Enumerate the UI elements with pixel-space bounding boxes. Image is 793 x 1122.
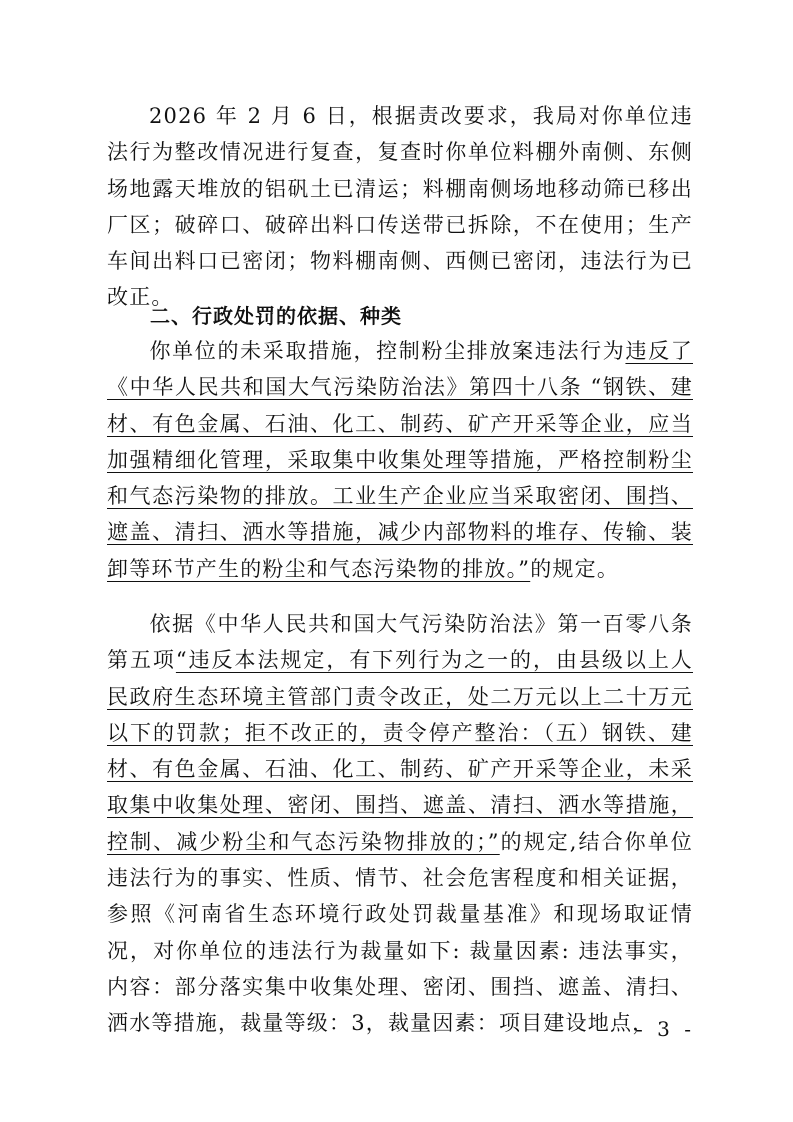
paragraph-recheck [107, 98, 693, 316]
paragraph-penalty-basis-tail: 的规定,结合你单位违法行为的事实、性质、情节、社会危害程度和相关证据，参照《河南省生态环境行政处罚裁量基准》和现场取证情况，对你单位的违法行为裁量如下: 裁量因素: 违法事实，内容：部分落实集中收集处理、密闭、围挡、遮盖、清扫、洒水等措施，裁量等级：3，裁量因素：项目建设地点， [107, 829, 693, 1036]
law-citation-article-108: “违反本法规定，有下列行为之一的，由县级以上人民政府生态环境主管部门责令改正，处二万元以上二十万元以下的罚款；拒不改正的，责令停产整治：（五）钢铁、建材、有色金属、石油、化工、制药、矿产开采等企业，未采取集中收集处理、密闭、围挡、遮盖、清扫、洒水等措施，控制、减少粉尘和气态污染物排放的；” [107, 648, 693, 854]
paragraph-violation [107, 333, 693, 587]
paragraph-violation-tail: 的规定。 [530, 556, 620, 581]
paragraph-recheck-text: 2026 年 2 月 6 日，根据责改要求，我局对你单位违法行为整改情况进行复查，复查时你单位料棚外南侧、东侧场地露天堆放的铝矾土已清运；料棚南侧场地移动筛已移出厂区；破碎口、破碎出料口传送带已拆除，不在使用；生产车间出料口已密闭；物料棚南侧、西侧已密闭，违法行为已改正。 [107, 104, 693, 310]
paragraph-penalty-basis [107, 606, 693, 1042]
paragraph-penalty-basis-text: 依据《中华人民共和国大气污染防治法》第一百零八条第五项 [107, 612, 693, 673]
page-number: - 3 - [636, 1017, 695, 1041]
section-heading-penalty-basis: 二、行政处罚的依据、种类 [150, 304, 402, 328]
paragraph-violation-text: 你单位的未采取措施，控制粉尘排放案违法行为 [149, 339, 626, 363]
law-citation-article-48: 违反了《中华人民共和国大气污染防治法》第四十八条 “钢铁、建材、有色金属、石油、化工、制药、矿产开采等企业，应当加强精细化管理，采取集中收集处理等措施，严格控制粉尘和气态污染物的排放。工业生产企业应当采取密闭、围挡、遮盖、清扫、洒水等措施，减少内部物料的堆存、传输、装卸等环节产生的粉尘和气态污染物的排放。” [107, 339, 693, 581]
